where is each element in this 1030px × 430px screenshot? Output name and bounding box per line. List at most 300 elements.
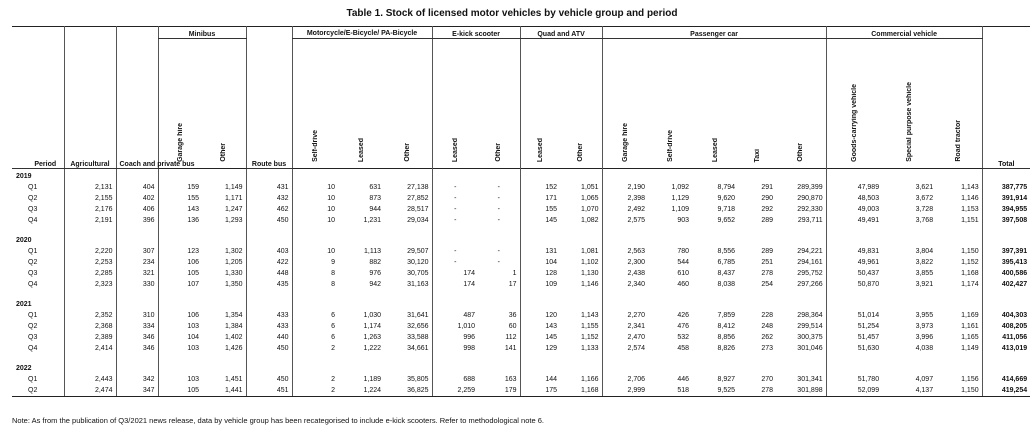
table-cell: 2,574 — [602, 343, 648, 354]
table-cell: 8,412 — [717, 323, 736, 330]
table-cell: 462 — [246, 204, 292, 215]
table-cell: 2,999 — [602, 385, 648, 397]
table-cell: 2,389 — [64, 332, 116, 343]
table-cell: 1,354 — [224, 312, 243, 319]
table-cell: 289 — [761, 248, 774, 255]
table-cell: 155 — [158, 193, 202, 204]
table-cell: 8 — [292, 268, 338, 279]
table-cell: 544 — [677, 259, 690, 266]
table-cell: - — [497, 259, 500, 266]
table-cell: - — [497, 184, 500, 191]
pcar-leased-header: Leased — [711, 137, 719, 162]
table-cell: 2 — [292, 385, 338, 397]
table-cell: 3,621 — [915, 184, 934, 191]
table-cell: 30,705 — [407, 270, 429, 277]
quarter-label: Q1 — [28, 376, 38, 383]
table-cell: 1,247 — [224, 206, 243, 213]
table-cell: 2,352 — [64, 310, 116, 321]
table-cell: 1,010 — [432, 321, 478, 332]
table-cell: 2,414 — [64, 343, 116, 354]
table-cell: 3,955 — [915, 312, 934, 319]
table-cell: 300,375 — [797, 334, 823, 341]
table-cell: 1,166 — [581, 376, 599, 383]
table-cell: 433 — [246, 310, 292, 321]
table-cell: 129 — [520, 343, 560, 354]
table-cell: 903 — [677, 217, 690, 224]
table-cell: 1,082 — [581, 217, 599, 224]
table-cell: 2,706 — [602, 374, 648, 385]
table-cell: 882 — [369, 259, 382, 266]
comm-special-header: Special purpose vehicle — [905, 82, 913, 162]
table-cell: 50,870 — [826, 279, 882, 290]
table-cell: - — [432, 204, 478, 215]
table-cell: 104 — [158, 332, 202, 343]
table-cell: 292,330 — [797, 206, 823, 213]
table-cell: 36,825 — [384, 385, 432, 397]
table-cell: 780 — [677, 248, 690, 255]
table-cell: 397,508 — [982, 215, 1030, 226]
table-cell: 307 — [116, 246, 158, 257]
table-cell: 50,437 — [826, 268, 882, 279]
table-cell: 143 — [520, 321, 560, 332]
table-cell: 396 — [116, 215, 158, 226]
table-cell: 1,065 — [581, 195, 599, 202]
table-cell: 330 — [116, 279, 158, 290]
table-cell: 123 — [158, 246, 202, 257]
table-cell: 397,391 — [982, 246, 1030, 257]
year-row — [12, 361, 1030, 374]
minibus-header: Minibus — [158, 27, 246, 39]
table-cell: 51,630 — [826, 343, 882, 354]
passenger-car-header: Passenger car — [602, 27, 826, 39]
table-cell: 2,300 — [602, 257, 648, 268]
pcar-other-header: Other — [797, 143, 805, 162]
table-cell: 4,038 — [915, 345, 934, 352]
table-cell: - — [432, 246, 478, 257]
table-cell: 6 — [292, 332, 338, 343]
table-body — [12, 169, 1030, 397]
table-cell: - — [432, 193, 478, 204]
table-cell: 1,030 — [363, 312, 382, 319]
table-cell: 141 — [504, 345, 517, 352]
table-cell: 8 — [292, 279, 338, 290]
table-cell: 1,222 — [363, 345, 382, 352]
table-cell: 8,437 — [717, 270, 736, 277]
table-cell: 1,171 — [224, 195, 243, 202]
table-cell: 47,989 — [826, 182, 882, 193]
table-cell: 2,470 — [602, 332, 648, 343]
table-cell: 976 — [369, 270, 382, 277]
table-cell: 2,176 — [64, 204, 116, 215]
moto-other-header: Other — [404, 143, 412, 162]
table-row — [12, 204, 1030, 215]
table-cell: 414,669 — [982, 374, 1030, 385]
pcar-garage-header: Garage hire — [621, 123, 629, 162]
table-cell: 31,163 — [407, 281, 429, 288]
table-cell: 1,143 — [961, 184, 979, 191]
table-cell: 346 — [116, 343, 158, 354]
table-cell: 422 — [246, 257, 292, 268]
table-cell: 1,070 — [581, 206, 599, 213]
table-row — [12, 385, 1030, 397]
table-cell: 2,443 — [64, 374, 116, 385]
table-cell: 171 — [520, 193, 560, 204]
table-cell: 1,451 — [224, 376, 243, 383]
table-cell: 3,728 — [915, 206, 934, 213]
table-cell: 2,259 — [432, 385, 478, 397]
table-cell: 944 — [369, 206, 382, 213]
quarter-label: Q2 — [28, 259, 38, 266]
table-cell: 2,438 — [602, 268, 648, 279]
quad-header: Quad and ATV — [520, 27, 602, 39]
table-cell: 1,051 — [581, 184, 599, 191]
table-cell: 104 — [520, 257, 560, 268]
table-cell: 518 — [648, 385, 692, 397]
table-cell: 298,364 — [797, 312, 823, 319]
table-cell: 3,804 — [915, 248, 934, 255]
table-cell: 145 — [520, 332, 560, 343]
table-cell: 8,826 — [717, 345, 736, 352]
table-cell: 8,856 — [717, 334, 736, 341]
table-cell: 105 — [158, 385, 202, 397]
table-cell: 1,384 — [224, 323, 243, 330]
table-cell: 144 — [520, 374, 560, 385]
table-row — [12, 193, 1030, 204]
table-cell: 9,620 — [717, 195, 736, 202]
table-cell: 321 — [116, 268, 158, 279]
table-cell: 49,831 — [826, 246, 882, 257]
table-cell: 6 — [292, 321, 338, 332]
quarter-label: Q4 — [28, 217, 38, 224]
table-cell: 426 — [677, 312, 690, 319]
table-cell: 3,996 — [915, 334, 934, 341]
table-cell: 10 — [292, 182, 338, 193]
ekick-header: E-kick scooter — [432, 27, 520, 39]
table-cell: 1,153 — [961, 206, 979, 213]
table-cell: 30,120 — [407, 259, 429, 266]
table-cell: 136 — [158, 215, 202, 226]
table-cell: 10 — [292, 215, 338, 226]
table-title: Table 1. Stock of licensed motor vehicles by vehicle group and period — [346, 8, 678, 19]
quarter-label: Q3 — [28, 334, 38, 341]
table-cell: 631 — [369, 184, 382, 191]
quarter-label: Q1 — [28, 312, 38, 319]
table-cell: 996 — [432, 332, 478, 343]
comm-road-header: Road tractor — [955, 120, 963, 162]
table-cell: 112 — [505, 334, 517, 341]
table-cell: 17 — [508, 281, 517, 288]
table-cell: 411,056 — [982, 332, 1030, 343]
table-cell: 9,652 — [717, 217, 736, 224]
table-cell: 1,152 — [581, 334, 599, 341]
table-cell: 145 — [520, 215, 560, 226]
table-cell: 1,130 — [581, 270, 599, 277]
table-cell: 1,205 — [224, 259, 243, 266]
table-cell: 107 — [158, 279, 202, 290]
table-cell: 175 — [520, 385, 560, 397]
table-cell: 28,517 — [407, 206, 429, 213]
table-cell: 2,474 — [64, 385, 116, 397]
table-cell: 448 — [246, 268, 292, 279]
table-cell: 31,641 — [407, 312, 429, 319]
table-cell: 395,413 — [982, 257, 1030, 268]
table-cell: 406 — [116, 204, 158, 215]
table-cell: 446 — [677, 376, 690, 383]
vehicle-stock-table — [12, 26, 1030, 397]
ekick-other-header: Other — [495, 143, 503, 162]
table-cell: 2,190 — [602, 182, 648, 193]
table-cell: 163 — [504, 376, 517, 383]
table-cell: 51,780 — [826, 374, 882, 385]
table-cell: 404 — [116, 182, 158, 193]
table-cell: 1,129 — [671, 195, 690, 202]
table-cell: 8,556 — [717, 248, 736, 255]
table-row — [12, 268, 1030, 279]
quarter-label: Q1 — [28, 184, 38, 191]
table-cell: 29,034 — [407, 217, 429, 224]
table-cell: 174 — [432, 268, 478, 279]
coach-header: Coach and private bus — [119, 161, 195, 168]
table-cell: - — [497, 217, 500, 224]
table-cell: 1,161 — [961, 323, 979, 330]
table-cell: 487 — [432, 310, 478, 321]
year-label: 2021 — [16, 301, 32, 308]
table-cell: 105 — [158, 268, 202, 279]
table-cell: 440 — [246, 332, 292, 343]
table-cell: 1,402 — [224, 334, 243, 341]
table-cell: 419,254 — [982, 385, 1030, 397]
table-cell: 532 — [677, 334, 690, 341]
minibus-garage-header: Garage hire — [176, 123, 184, 162]
table-cell: 29,507 — [407, 248, 429, 255]
table-cell: 278 — [761, 270, 774, 277]
table-cell: 1,263 — [363, 334, 382, 341]
table-cell: 51,254 — [826, 321, 882, 332]
table-row — [12, 332, 1030, 343]
table-cell: 1,146 — [961, 195, 979, 202]
table-cell: 2,340 — [602, 279, 648, 290]
table-cell: 1,168 — [560, 385, 602, 397]
table-cell: 6,785 — [717, 259, 736, 266]
table-cell: 301,046 — [797, 345, 823, 352]
table-cell: 3,822 — [915, 259, 934, 266]
table-cell: 34,661 — [407, 345, 429, 352]
table-cell: 234 — [116, 257, 158, 268]
table-cell: 1,146 — [581, 281, 599, 288]
table-cell: 8,038 — [717, 281, 736, 288]
table-cell: 310 — [116, 310, 158, 321]
table-cell: 120 — [520, 310, 560, 321]
table-cell: 1,330 — [224, 270, 243, 277]
table-cell: 1,189 — [363, 376, 382, 383]
table-cell: 1,113 — [364, 248, 382, 255]
table-cell: 402,427 — [982, 279, 1030, 290]
table-cell: 1,081 — [581, 248, 599, 255]
table-cell: 346 — [116, 332, 158, 343]
table-row — [12, 310, 1030, 321]
table-cell: 1,150 — [936, 385, 982, 397]
table-cell: 3,672 — [915, 195, 934, 202]
table-cell: 450 — [246, 374, 292, 385]
table-cell: 431 — [246, 182, 292, 193]
year-row — [12, 297, 1030, 310]
table-row — [12, 343, 1030, 354]
table-cell: 3,768 — [915, 217, 934, 224]
table-cell: 435 — [246, 279, 292, 290]
table-cell: 292 — [761, 206, 774, 213]
table-cell: 49,491 — [826, 215, 882, 226]
table-cell: 51,014 — [826, 310, 882, 321]
table-cell: 394,955 — [982, 204, 1030, 215]
table-cell: 291 — [761, 184, 774, 191]
table-cell: 1,169 — [961, 312, 979, 319]
motorcycle-header: Motorcycle/E-Bicycle/ PA-Bicycle — [292, 27, 432, 39]
table-cell: 432 — [246, 193, 292, 204]
table-cell: 51,457 — [826, 332, 882, 343]
table-cell: - — [497, 248, 500, 255]
table-cell: 301,341 — [797, 376, 823, 383]
table-row — [12, 279, 1030, 290]
table-cell: 270 — [761, 376, 774, 383]
table-cell: 3,855 — [915, 270, 934, 277]
table-cell: 159 — [158, 182, 202, 193]
table-cell: 179 — [478, 385, 520, 397]
commercial-vehicle-header: Commercial vehicle — [826, 27, 982, 39]
quarter-label: Q2 — [28, 323, 38, 330]
table-cell: 1,109 — [671, 206, 690, 213]
table-cell: 2 — [292, 374, 338, 385]
ekick-leased-header: Leased — [451, 137, 459, 162]
table-cell: 131 — [520, 246, 560, 257]
table-cell: 289 — [761, 217, 774, 224]
table-cell: 103 — [158, 321, 202, 332]
table-cell: 334 — [116, 321, 158, 332]
table-cell: 404,303 — [982, 310, 1030, 321]
table-cell: 33,588 — [407, 334, 429, 341]
quarter-label: Q2 — [28, 195, 38, 202]
table-cell: 1,149 — [224, 184, 243, 191]
table-cell: 103 — [158, 343, 202, 354]
table-cell: 174 — [432, 279, 478, 290]
table-row — [12, 321, 1030, 332]
table-cell: 1,231 — [363, 217, 382, 224]
table-cell: 387,775 — [982, 182, 1030, 193]
table-cell: 450 — [246, 343, 292, 354]
table-cell: 2,270 — [602, 310, 648, 321]
table-cell: 7,859 — [717, 312, 736, 319]
moto-leased-header: Leased — [357, 137, 365, 162]
table-cell: 460 — [677, 281, 690, 288]
table-cell: - — [497, 206, 500, 213]
table-cell: 1,143 — [581, 312, 599, 319]
quarter-label: Q3 — [28, 206, 38, 213]
table-row — [12, 374, 1030, 385]
table-cell: 290,870 — [797, 195, 823, 202]
year-label: 2019 — [16, 173, 32, 180]
table-cell: 458 — [677, 345, 690, 352]
table-cell: 2,191 — [64, 215, 116, 226]
table-cell: 400,586 — [982, 268, 1030, 279]
table-cell: 106 — [158, 257, 202, 268]
table-cell: 2,398 — [602, 193, 648, 204]
table-cell: 9,525 — [692, 385, 738, 397]
table-cell: 408,205 — [982, 321, 1030, 332]
table-cell: 262 — [761, 334, 774, 341]
table-cell: 1,165 — [961, 334, 979, 341]
table-cell: 2,220 — [64, 246, 116, 257]
table-cell: 3,973 — [915, 323, 934, 330]
table-cell: 289,399 — [797, 184, 823, 191]
table-cell: 1,174 — [363, 323, 382, 330]
table-cell: 450 — [246, 215, 292, 226]
table-cell: 2 — [292, 343, 338, 354]
table-cell: 2,368 — [64, 321, 116, 332]
table-cell: 6 — [292, 310, 338, 321]
year-label: 2022 — [16, 365, 32, 372]
table-cell: 278 — [738, 385, 776, 397]
table-cell: 476 — [677, 323, 690, 330]
table-cell: 342 — [116, 374, 158, 385]
table-cell: 254 — [761, 281, 774, 288]
table-cell: 1,092 — [671, 184, 690, 191]
table-cell: 2,341 — [602, 321, 648, 332]
table-cell: 109 — [520, 279, 560, 290]
table-cell: 103 — [158, 374, 202, 385]
table-cell: 32,656 — [407, 323, 429, 330]
quarter-label: Q2 — [12, 385, 64, 397]
quarter-label: Q4 — [28, 345, 38, 352]
table-cell: 294,221 — [797, 248, 823, 255]
table-cell: 1,224 — [338, 385, 384, 397]
table-cell: 228 — [761, 312, 774, 319]
table-cell: 36 — [508, 312, 517, 319]
table-cell: 1,155 — [581, 323, 599, 330]
table-cell: 402 — [116, 193, 158, 204]
table-cell: 688 — [432, 374, 478, 385]
table-cell: 299,514 — [797, 323, 823, 330]
table-cell: 2,155 — [64, 193, 116, 204]
table-cell: 293,711 — [797, 217, 823, 224]
table-cell: 4,097 — [915, 376, 934, 383]
table-cell: 1,156 — [961, 376, 979, 383]
table-cell: 4,137 — [882, 385, 936, 397]
table-cell: 10 — [292, 193, 338, 204]
table-cell: 1,133 — [581, 345, 599, 352]
table-cell: 610 — [677, 270, 690, 277]
table-cell: 413,019 — [982, 343, 1030, 354]
table-cell: 1 — [512, 270, 517, 277]
table-row — [12, 215, 1030, 226]
table-cell: 301,898 — [776, 385, 826, 397]
table-cell: 1,102 — [581, 259, 599, 266]
table-cell: 1,302 — [224, 248, 243, 255]
table-cell: 251 — [761, 259, 774, 266]
table-cell: 248 — [761, 323, 774, 330]
table-cell: 1,152 — [961, 259, 979, 266]
table-cell: 2,323 — [64, 279, 116, 290]
table-cell: 1,168 — [961, 270, 979, 277]
table-cell: 1,151 — [961, 217, 979, 224]
table-cell: 60 — [508, 323, 517, 330]
table-cell: 2,131 — [64, 182, 116, 193]
table-cell: 35,805 — [407, 376, 429, 383]
table-cell: 1,350 — [224, 281, 243, 288]
table-cell: 1,426 — [224, 345, 243, 352]
table-cell: 27,852 — [407, 195, 429, 202]
table-cell: 942 — [369, 281, 382, 288]
table-cell: 48,503 — [826, 193, 882, 204]
table-cell: 1,293 — [224, 217, 243, 224]
